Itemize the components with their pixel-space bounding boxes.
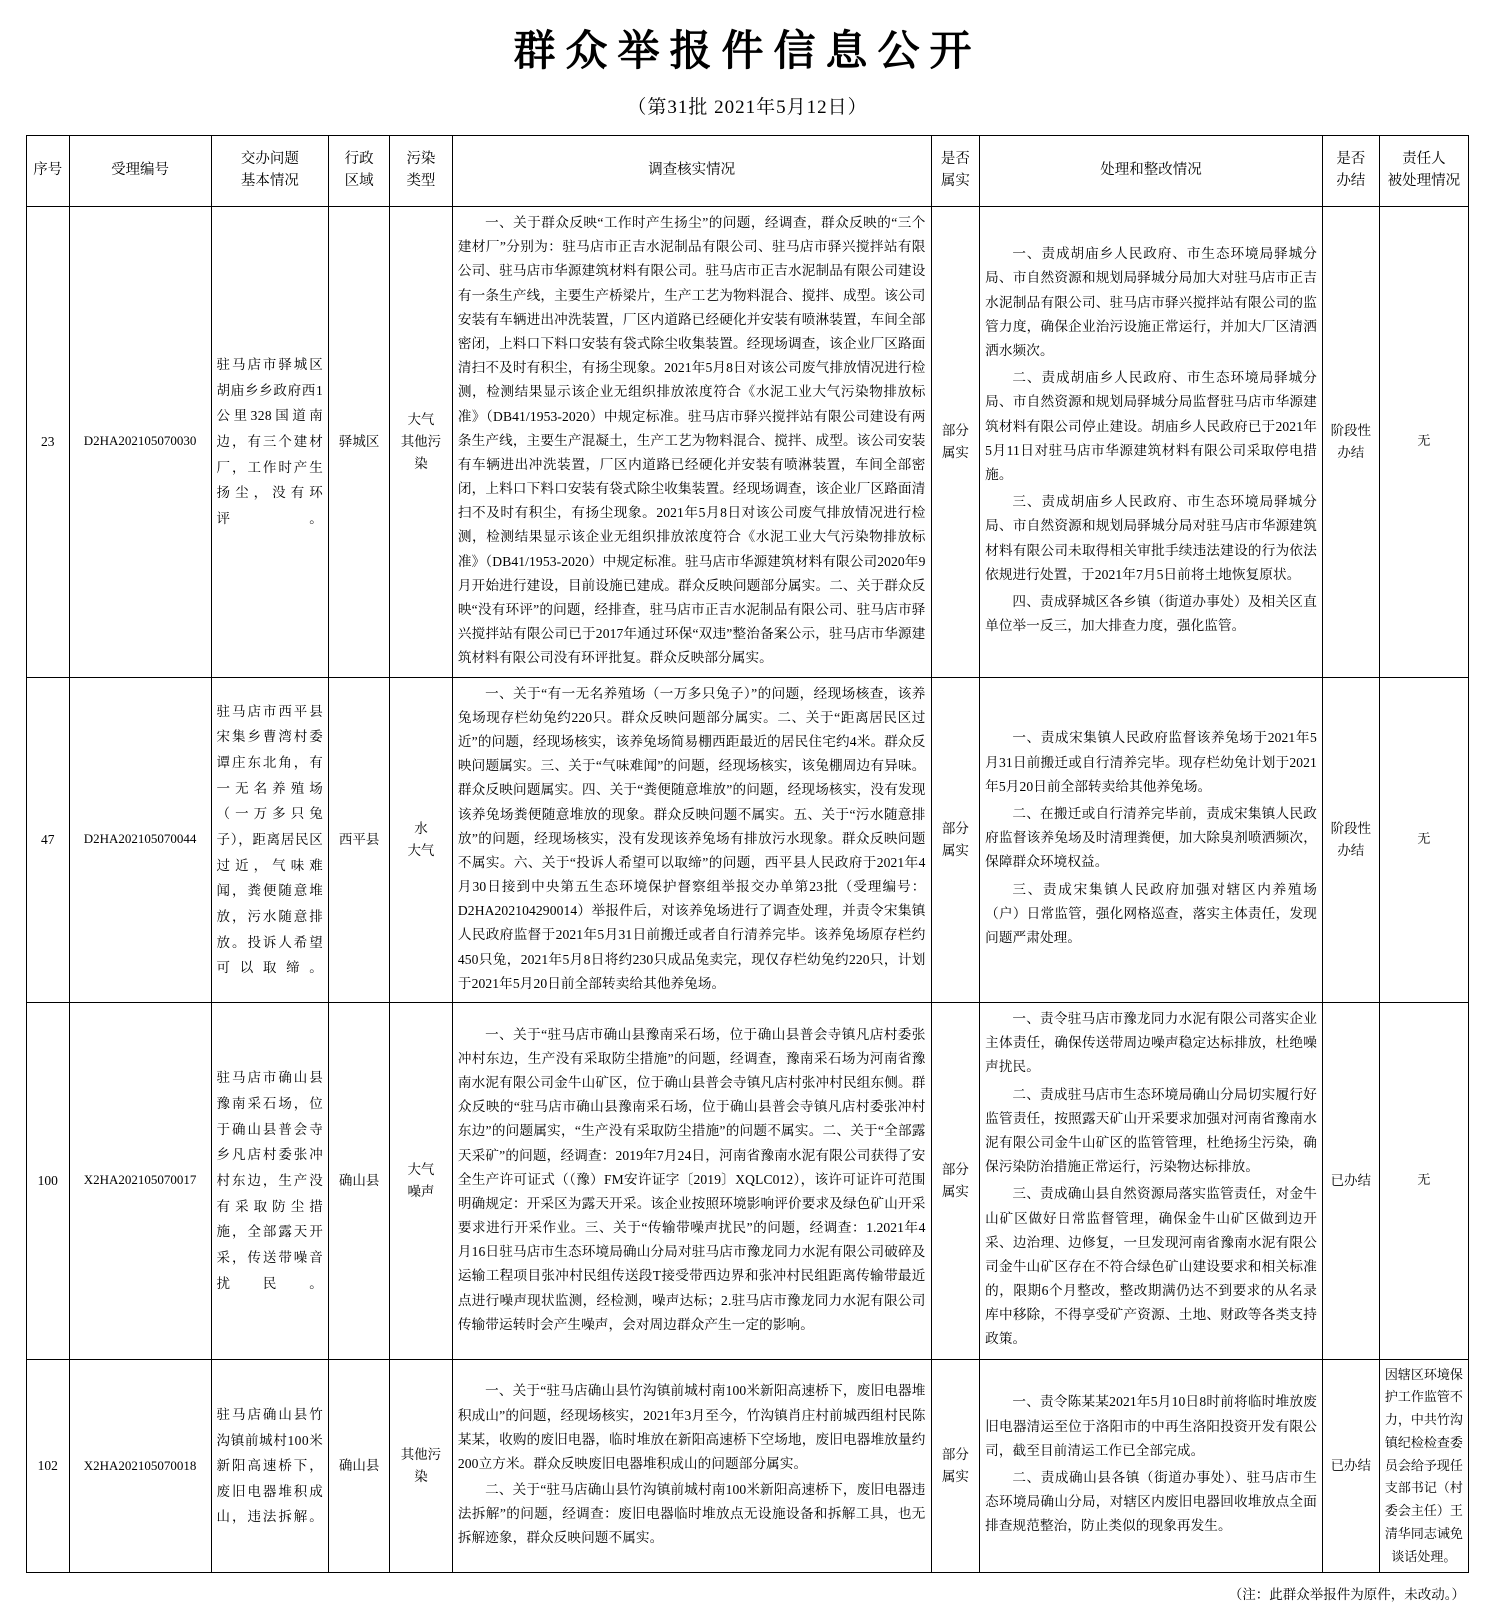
cell-basic: 驻马店市确山县豫南采石场，位于确山县普会寺乡凡店村委张冲村东边，生产没有采取防尘措施，全部露天开采，传送带噪音扰民。 (211, 1003, 329, 1360)
cell-code: D2HA202105070044 (69, 677, 211, 1002)
cell-code: X2HA202105070017 (69, 1003, 211, 1360)
cell-type: 水 大气 (390, 677, 453, 1002)
cell-area: 确山县 (329, 1359, 390, 1573)
col-header-type: 污染 类型 (390, 136, 453, 207)
cell-closed: 已办结 (1322, 1359, 1379, 1573)
cell-responsible: 无 (1379, 677, 1468, 1002)
page-subtitle: （第31批 2021年5月12日） (627, 97, 868, 118)
col-header-investigation: 调查核实情况 (452, 136, 931, 207)
cell-closed: 阶段性 办结 (1322, 677, 1379, 1002)
table-header-row (27, 136, 1469, 207)
col-header-closed: 是否 办结 (1322, 136, 1379, 207)
cell-type: 其他污染 (390, 1359, 453, 1573)
cell-type: 大气 其他污染 (390, 207, 453, 678)
col-header-basic: 交办问题 基本情况 (211, 136, 329, 207)
cell-truthy: 部分 属实 (931, 207, 980, 678)
cell-closed: 阶段性 办结 (1322, 207, 1379, 678)
cell-seq: 102 (27, 1359, 70, 1573)
cell-seq: 47 (27, 677, 70, 1002)
cell-type: 大气 噪声 (390, 1003, 453, 1360)
cell-basic: 驻马店市驿城区胡庙乡乡政府西1公里328国道南边，有三个建材厂，工作时产生扬尘，没有环评。 (211, 207, 329, 678)
table-row (27, 1003, 1469, 1360)
cell-code: X2HA202105070018 (69, 1359, 211, 1573)
table-row (27, 1359, 1469, 1573)
table-row (27, 677, 1469, 1002)
cell-area: 西平县 (329, 677, 390, 1002)
cell-responsible: 无 (1379, 1003, 1468, 1360)
cell-investigation: 一、关于“驻马店确山县竹沟镇前城村南100米新阳高速桥下，废旧电器堆积成山”的问题，经现场核实，2021年3月至今，竹沟镇肖庄村前城西组村民陈某某，收购的废旧电器，临时堆放在新阳高速桥下空场地，废旧电器堆放量约200立方米。群众反映废旧电器堆积成山的问题部分属实。 二、关于“驻马店确山县竹沟镇前城村南100米新阳高速桥下，废旧电器违法拆解”的问题，经调查：废旧电器临时堆放点无设施设备和拆解工具，也无拆解迹象，群众反映问题不属实。 (452, 1359, 931, 1573)
table-row (27, 207, 1469, 678)
cell-basic: 驻马店市西平县宋集乡曹湾村委谭庄东北角，有一无名养殖场（一万多只兔子），距离居民区过近，气味难闻，粪便随意堆放，污水随意排放。投诉人希望可以取缔。 (211, 677, 329, 1002)
cell-investigation: 一、关于“有一无名养殖场（一万多只兔子）”的问题，经现场核查，该养兔场现存栏幼兔约220只。群众反映问题部分属实。二、关于“距离居民区过近”的问题，经现场核实，该养兔场简易棚西距最近的居民住宅约4米。群众反映问题属实。三、关于“气味难闻”的问题，经现场核实，该兔棚周边有异味。群众反映问题属实。四、关于“粪便随意堆放”的问题，经现场核实，没有发现该养兔场粪便随意堆放的现象。群众反映问题不属实。五、关于“污水随意排放”的问题，经现场核实，没有发现该养兔场有排放污水现象。群众反映问题不属实。六、关于“投诉人希望可以取缔”的问题，西平县人民政府于2021年4月30日接到中央第五生态环境保护督察组举报交办单第23批（受理编号：D2HA202104290014）举报件后，对该养兔场进行了调查处理，并责令宋集镇人民政府监督于2021年5月31日前搬迁或者自行清养完毕。该养兔场原存栏约450只兔，2021年5月8日将约230只成品兔卖完，现仅存栏幼兔约220只，计划于2021年5月20日前全部转卖给其他养兔场。 (452, 677, 931, 1002)
cell-basic: 驻马店确山县竹沟镇前城村100米新阳高速桥下，废旧电器堆积成山，违法拆解。 (211, 1359, 329, 1573)
cell-investigation: 一、关于“驻马店市确山县豫南采石场，位于确山县普会寺镇凡店村委张冲村东边，生产没有采取防尘措施”的问题，经调查，豫南采石场为河南省豫南水泥有限公司金牛山矿区，位于确山县普会寺镇凡店村张冲村民组东侧。群众反映的“驻马店市确山县豫南采石场，位于确山县普会寺镇凡店村委张冲村东边”的问题属实，“生产没有采取防尘措施”的问题不属实。二、关于“全部露天采矿”的问题，经调查：2019年7月24日，河南省豫南水泥有限公司获得了安全生产许可证式（（豫）FM安许证字〔2019〕XQLC012），该许可证许可范围明确规定：开采区为露天开采。该企业按照环境影响评价要求及绿色矿山开采要求进行开采作业。三、关于“传输带噪声扰民”的问题，经调查：1.2021年4月16日驻马店市生态环境局确山分局对驻马店市豫龙同力水泥有限公司破碎及运输工程项目张冲村民组传送段T接受带西边界和张冲村民组距离传输带最近点进行噪声现状监测，经检测，噪声达标；2.驻马店市豫龙同力水泥有限公司传输带运转时会产生噪声，会对周边群众产生一定的影响。 (452, 1003, 931, 1360)
col-header-seq: 序号 (27, 136, 70, 207)
col-header-area: 行政 区域 (329, 136, 390, 207)
footer-note: （注：此群众举报件为原件，未改动。） (1228, 1587, 1465, 1603)
cell-code: D2HA202105070030 (69, 207, 211, 678)
cell-seq: 23 (27, 207, 70, 678)
report-table (26, 135, 1469, 1573)
cell-responsible: 因辖区环境保护工作监管不力，中共竹沟镇纪检检查委员会给予现任支部书记（村委会主任）王清华同志诫免谈话处理。 (1379, 1359, 1468, 1573)
cell-handling: 一、责令陈某某2021年5月10日8时前将临时堆放废旧电器清运至位于洛阳市的中再生洛阳投资开发有限公司，截至目前清运工作已全部完成。 二、责成确山县各镇（街道办事处）、驻马店市生态环境局确山分局，对辖区内废旧电器回收堆放点全面排查规范整治，防止类似的现象再发生。 (980, 1359, 1323, 1573)
col-header-handling: 处理和整改情况 (980, 136, 1323, 207)
cell-area: 驿城区 (329, 207, 390, 678)
cell-responsible: 无 (1379, 207, 1468, 678)
cell-handling: 一、责成胡庙乡人民政府、市生态环境局驿城分局、市自然资源和规划局驿城分局加大对驻马店市正吉水泥制品有限公司、驻马店市驿兴搅拌站有限公司的监管力度，确保企业治污设施正常运行，并加大厂区清洒洒水频次。 二、责成胡庙乡人民政府、市生态环境局驿城分局、市自然资源和规划局驿城分局监督驻马店市华源建筑材料有限公司停止建设。胡庙乡人民政府已于2021年5月11日对驻马店市华源建筑材料有限公司采取停电措施。 三、责成胡庙乡人民政府、市生态环境局驿城分局、市自然资源和规划局驿城分局对驻马店市华源建筑材料有限公司未取得相关审批手续违法建设的行为依法依规进行处置，于2021年7月5日前将土地恢复原状。 四、责成驿城区各乡镇（街道办事处）及相关区直单位举一反三，加大排查力度，强化监管。 (980, 207, 1323, 678)
cell-truthy: 部分 属实 (931, 1003, 980, 1360)
page-title: 群众举报件信息公开 (513, 27, 982, 74)
col-header-code: 受理编号 (69, 136, 211, 207)
table-body (27, 207, 1469, 1573)
cell-handling: 一、责令驻马店市豫龙同力水泥有限公司落实企业主体责任，确保传送带周边噪声稳定达标排放，杜绝噪声扰民。 二、责成驻马店市生态环境局确山分局切实履行好监管责任，按照露天矿山开采要求加强对河南省豫南水泥有限公司金牛山矿区的监管管理，杜绝扬尘污染，确保污染防治措施正常运行，污染物达标排放。 三、责成确山县自然资源局落实监管责任，对金牛山矿区做好日常监督管理，确保金牛山矿区做到边开采、边治理、边修复，一旦发现河南省豫南水泥有限公司金牛山矿区存在不符合绿色矿山建设要求和相关标准的，限期6个月整改，整改期满仍达不到要求的从名录库中移除，不得享受矿产资源、土地、财政等各类支持政策。 (980, 1003, 1323, 1360)
cell-closed: 已办结 (1322, 1003, 1379, 1360)
table-header (27, 136, 1469, 207)
cell-truthy: 部分 属实 (931, 1359, 980, 1573)
cell-handling: 一、责成宋集镇人民政府监督该养兔场于2021年5月31日前搬迁或自行清养完毕。现存栏幼兔计划于2021年5月20日前全部转卖给其他养兔场。 二、在搬迁或自行清养完毕前，责成宋集镇人民政府监督该养兔场及时清理粪便，加大除臭剂喷洒频次，保障群众环境权益。 三、责成宋集镇人民政府加强对辖区内养殖场（户）日常监管，强化网格巡查，落实主体责任，发现问题严肃处理。 (980, 677, 1323, 1002)
cell-area: 确山县 (329, 1003, 390, 1360)
cell-investigation: 一、关于群众反映“工作时产生扬尘”的问题，经调查，群众反映的“三个建材厂”分别为：驻马店市正吉水泥制品有限公司、驻马店市驿兴搅拌站有限公司、驻马店市华源建筑材料有限公司。驻马店市正吉水泥制品有限公司建设有一条生产线，主要生产桥梁片，生产工艺为物料混合、搅拌、成型。该公司安装有车辆进出冲洗装置，厂区内道路已经硬化并安装有喷淋装置，车间全部密闭，上料口下料口安装有袋式除尘收集装置。经现场调查，该企业厂区路面清扫不及时有积尘，有扬尘现象。2021年5月8日对该公司废气排放情况进行检测，检测结果显示该企业无组织排放浓度符合《水泥工业大气污染物排放标准》（DB41/1953-2020）中规定标准。驻马店市驿兴搅拌站有限公司建设有两条生产线，主要生产混凝土，生产工艺为物料混合、搅拌、成型。该公司安装有车辆进出冲洗装置，厂区内道路已经硬化并安装有喷淋装置，车间全部密闭，上料口下料口安装有袋式除尘收集装置。经现场调查，该企业厂区路面清扫不及时有积尘，有扬尘现象。2021年5月8日对该公司废气排放情况进行检测，检测结果显示该企业无组织排放浓度符合《水泥工业大气污染物排放标准》（DB41/1953-2020）中规定标准。驻马店市华源建筑材料有限公司2020年9月开始进行建设，目前设施已建成。群众反映问题部分属实。二、关于群众反映“没有环评”的问题，经排查，驻马店市正吉水泥制品有限公司、驻马店市驿兴搅拌站有限公司已于2017年通过环保“双违”整治备案公示，驻马店市华源建筑材料有限公司没有环评批复。群众反映部分属实。 (452, 207, 931, 678)
cell-seq: 100 (27, 1003, 70, 1360)
col-header-responsible: 责任人 被处理情况 (1379, 136, 1468, 207)
cell-truthy: 部分 属实 (931, 677, 980, 1002)
col-header-truthy: 是否 属实 (931, 136, 980, 207)
